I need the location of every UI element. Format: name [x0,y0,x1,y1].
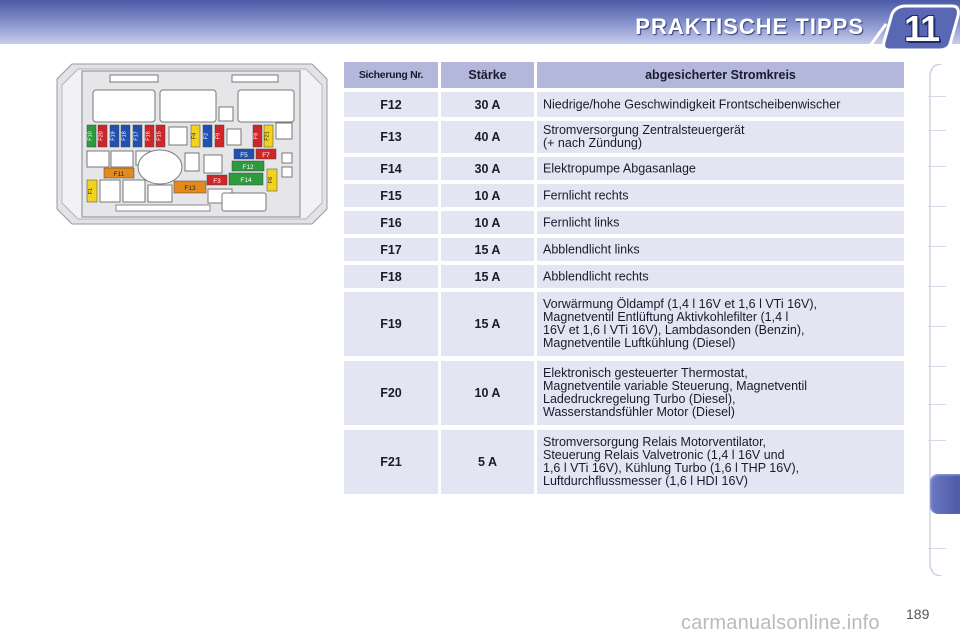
fuse-circuit: Niedrige/hohe Geschwindigkeit Frontscheibenwischer [543,97,841,111]
table-row [344,92,904,117]
fuse-circuit: Stromversorgung Relais Motorventilator, Steuerung Relais Valvetronic (1,4 l 16V und 1,6 l VTi 16V), Kühlung Turbo (1,6 l THP 16V), Luftdurchflussmesser (1,6 l HDI 16V) [543,435,800,488]
fuse-label: F8 [253,132,260,140]
table-row [344,157,904,180]
fuse-label: F10 [87,131,94,141]
fuse-number: F16 [380,215,402,230]
fuse-number: F12 [380,97,402,112]
fuse-circuit: Elektropumpe Abgasanlage [543,161,696,175]
table-header-row [344,62,904,88]
active-chapter-tab[interactable] [930,474,960,514]
fuse-label: F11 [113,171,125,178]
fuse-label: F17 [133,131,140,141]
table-row [344,238,904,261]
fuse-label: F21 [264,131,271,141]
fuse-number: F21 [380,455,402,469]
fuse-box-diagram [56,63,328,225]
fuse-label: F1 [88,187,94,195]
fuse-circuit: Stromversorgung Zentralsteuergerät (+ nach Zündung) [543,123,745,150]
fuse-circuit: Fernlicht links [543,215,620,229]
fuse-rating: 30 A [474,97,501,112]
table-row [344,265,904,288]
tab-divider [928,404,946,405]
table-row [344,211,904,234]
fuse-label: F13 [184,185,196,192]
fuse-label: F3 [213,178,221,185]
tab-divider [928,366,946,367]
tab-divider [928,440,946,441]
fuse-label: F19 [110,131,117,141]
fuse-circuit: Abblendlicht links [543,242,640,256]
table-row [344,430,904,494]
fuse-label: F18 [121,131,128,141]
fuse-number: F20 [380,386,402,400]
table-row [344,292,904,356]
fuse-circuit: Elektronisch gesteuerter Thermostat, Magnetventile variable Steuerung, Magnetventil Ladedruckregelung Turbo (Diesel), Wasserstandsfühler Motor (Diesel) [543,366,808,419]
fuse-circuit: Fernlicht rechts [543,188,629,202]
fuse-rating: 15 A [474,269,501,284]
tab-divider [928,286,946,287]
tab-divider [928,326,946,327]
table-row [344,361,904,425]
fuse-label: F6 [268,176,274,184]
fuse-label: F4 [191,132,198,140]
page-number: 189 [906,606,930,622]
fuse-number: F15 [380,188,402,203]
watermark: carmanualsonline.info [681,612,880,634]
fuse-rating: 15 A [474,317,501,331]
fuse-circuit: Abblendlicht rechts [543,269,649,283]
fuse-rating: 40 A [474,130,501,144]
tab-divider [928,548,946,549]
fuse-label: F2 [203,132,210,140]
fuse-label: F20 [98,131,105,141]
fuse-circuit: Vorwärmung Öldampf (1,4 l 16V et 1,6 l VTi 16V), Magnetventil Entlüftung Aktivkohlefilter (1,4 l 16V et 1,6 l VTi 16V), Lambdasonden (Benzin), Magnetventile Luftkühlung (Diesel) [543,297,817,350]
fuse-label: F7 [262,152,270,159]
page-title: PRAKTISCHE TIPPS [635,14,864,39]
fuse-rating: 5 A [478,455,497,469]
fuse-rating: 10 A [474,386,501,400]
fuse-label: F5 [240,152,248,159]
page-header [0,0,960,58]
header-fuse-number: Sicherung Nr. [344,62,438,88]
fuse-label: F16 [145,131,152,141]
tab-divider [928,166,946,167]
fuse-label: F12 [242,164,254,171]
fuse-label: F14 [240,177,252,184]
tab-divider [928,96,946,97]
fuse-rating: 15 A [474,242,501,257]
fuse-number: F13 [380,130,402,144]
table-row [344,184,904,207]
fuse-number: F14 [380,161,402,176]
fuse-label: F9 [215,132,222,140]
fuse-rating: 30 A [474,161,501,176]
table-row [344,121,904,153]
tab-divider [928,130,946,131]
header-rating: Stärke [441,62,534,88]
tab-divider [928,206,946,207]
tab-divider [928,246,946,247]
fuse-rating: 10 A [474,188,501,203]
chapter-number: 11 [903,8,939,49]
header-circuit: abgesicherter Stromkreis [537,62,904,88]
fuse-label: F15 [156,131,163,141]
fuse-rating: 10 A [474,215,501,230]
fuse-number: F19 [380,317,402,331]
fuse-table [344,62,904,494]
fuse-number: F17 [380,242,402,257]
fuse-number: F18 [380,269,402,284]
